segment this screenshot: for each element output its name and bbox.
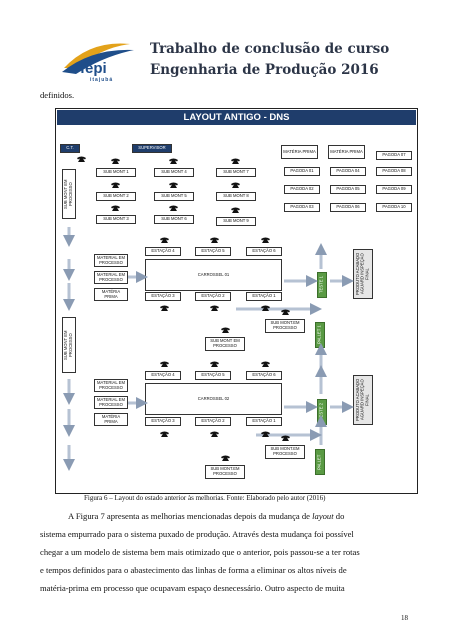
sub-mont-box: SUB MONT 9 — [216, 217, 256, 226]
logo — [60, 38, 138, 84]
body-line-4: e tempos definidos para o abastecimento das linhas de forma a eliminar os altos níveis de — [40, 565, 347, 575]
body-text: do — [335, 511, 345, 521]
estacao-box: ESTAÇÃO 2 — [195, 292, 231, 301]
pagoda-box: PAGODA 01 — [284, 167, 320, 176]
pagoda-box: PAGODA 05 — [330, 185, 366, 194]
telephone-icon — [231, 207, 240, 213]
telephone-icon — [281, 309, 290, 315]
telephone-icon — [261, 237, 270, 243]
sub-mont-box: SUB MONT 4 — [154, 168, 194, 177]
materia-prima-box: MATÉRIA PRIMA — [281, 145, 318, 159]
teste-2-box: TESTE 2 — [317, 399, 327, 425]
estacao-box: ESTAÇÃO 5 — [195, 371, 231, 380]
material-em-processo-box: MATERIAL EM PROCESSO — [94, 271, 128, 284]
sub-mont-box: SUB MONT 3 — [96, 215, 136, 224]
material-em-processo-box: MATERIAL EM PROCESSO — [94, 254, 128, 267]
telephone-icon — [221, 455, 230, 461]
telephone-icon — [261, 361, 270, 367]
body-line-1 — [40, 507, 412, 525]
body-text-emphasis: layout — [312, 511, 334, 521]
sub-mont-box: SUB MONT 8 — [216, 192, 256, 201]
telephone-icon — [160, 305, 169, 311]
sub-mont-em-processo-box: SUB MONT.EM PROCESSO — [265, 445, 305, 459]
telephone-icon — [77, 156, 86, 162]
sub-mont-em-processo-box: SUB MONT.EM PROCESSO — [205, 465, 245, 479]
sub-mont-em-processo-box: SUB MONT.EM PROCESSO — [265, 319, 305, 333]
body-line-2: sistema empurrado para o sistema puxado de produção. Através desta mudança foi possível — [40, 529, 354, 539]
telephone-icon — [169, 158, 178, 164]
pagoda-box: PAGODA 09 — [376, 185, 412, 194]
figure-caption: Figura 6 – Layout do estado anterior às melhorias. Fonte: Elaborado pelo autor (2016) — [84, 494, 326, 502]
sub-mont-box: SUB MONT 1 — [96, 168, 136, 177]
telephone-icon — [261, 305, 270, 311]
telephone-icon — [160, 361, 169, 367]
sub-mont-box: SUB MONT 2 — [96, 192, 136, 201]
telephone-icon — [231, 182, 240, 188]
estacao-box: ESTAÇÃO 1 — [246, 292, 282, 301]
sub-mont-em-processo-vertical: SUB MONT EM PROCESSO — [62, 317, 76, 373]
sub-mont-em-processo-vertical: SUB MONT EM PROCESSO — [62, 169, 76, 219]
pagoda-box: PAGODA 08 — [376, 167, 412, 176]
estacao-box: ESTAÇÃO 6 — [246, 371, 282, 380]
lead-text: definidos. — [40, 90, 75, 100]
telephone-icon — [210, 305, 219, 311]
pallet-1-box: PALLET 1 — [315, 322, 325, 348]
estacao-box: ESTAÇÃO 5 — [195, 247, 231, 256]
telephone-icon — [111, 182, 120, 188]
produto-acabado-box: PRODUTO ACABADO AGUARD INSPEÇÃO FINAL — [353, 249, 373, 299]
estacao-box: ESTAÇÃO 2 — [195, 417, 231, 426]
materia-prima-box: MATÉRIA PRIMA — [328, 145, 365, 159]
material-em-processo-box: MATERIAL EM PROCESSO — [94, 379, 128, 392]
ct-box: C.T. — [60, 144, 80, 153]
body-text: A Figura 7 apresenta as melhorias mencionadas depois da mudança de — [68, 511, 310, 521]
layout-diagram — [55, 108, 418, 494]
telephone-icon — [111, 205, 120, 211]
estacao-box: ESTAÇÃO 3 — [145, 292, 181, 301]
sub-mont-box: SUB MONT 7 — [216, 168, 256, 177]
pagoda-box: PAGODA 03 — [284, 203, 320, 212]
supervisor-box: SUPERVISOR — [132, 144, 172, 153]
telephone-icon — [111, 158, 120, 164]
header-title-line2: Engenharia de Produção 2016 — [150, 62, 379, 78]
telephone-icon — [210, 361, 219, 367]
estacao-box: ESTAÇÃO 4 — [145, 247, 181, 256]
pagoda-box: PAGODA 06 — [330, 203, 366, 212]
pallet-2-box: PALLET — [315, 449, 325, 475]
header-title-line1: Trabalho de conclusão de curso — [150, 41, 390, 57]
logo-subtitle: itajubá — [90, 77, 114, 83]
telephone-icon — [281, 435, 290, 441]
estacao-box: ESTAÇÃO 3 — [145, 417, 181, 426]
telephone-icon — [210, 431, 219, 437]
teste-1-box: TESTE 1 — [317, 272, 327, 298]
telephone-icon — [160, 237, 169, 243]
logo-name: fepi — [80, 60, 107, 77]
estacao-box: ESTAÇÃO 1 — [246, 417, 282, 426]
telephone-icon — [160, 431, 169, 437]
telephone-icon — [210, 237, 219, 243]
body-line-3: chegar a um modelo de sistema bem mais otimizado que o anterior, pois passou-se a ter rotas — [40, 547, 360, 557]
diagram-title: LAYOUT ANTIGO - DNS — [57, 110, 416, 125]
carrossel-01-box: CARROSSEL 01 — [145, 259, 282, 291]
estacao-box: ESTAÇÃO 4 — [145, 371, 181, 380]
materia-prima-box: MATÉRIA PRIMA — [94, 288, 128, 301]
telephone-icon — [169, 182, 178, 188]
telephone-icon — [231, 158, 240, 164]
material-em-processo-box: MATERIAL EM PROCESSO — [94, 396, 128, 409]
produto-acabado-box: PRODUTO ACABADO AGUARD INSPEÇÃO FINAL — [353, 375, 373, 425]
pagoda-box: PAGODA 02 — [284, 185, 320, 194]
materia-prima-box: MATÉRIA PRIMA — [94, 413, 128, 426]
pagoda-box: PAGODA 10 — [376, 203, 412, 212]
page-number: 18 — [401, 614, 408, 622]
pagoda-box: PAGODA 07 — [376, 151, 412, 160]
telephone-icon — [169, 205, 178, 211]
carrossel-02-box: CARROSSEL 02 — [145, 383, 282, 415]
body-line-5: matéria-prima em processo que ocupavam espaço desnecessário. Outro aspecto de muita — [40, 583, 345, 593]
sub-mont-box: SUB MONT 5 — [154, 192, 194, 201]
sub-mont-em-processo-box: SUB MONT EM PROCESSO — [205, 337, 245, 351]
pagoda-box: PAGODA 04 — [330, 167, 366, 176]
flow-arrows — [56, 109, 417, 493]
estacao-box: ESTAÇÃO 6 — [246, 247, 282, 256]
telephone-icon — [261, 431, 270, 437]
sub-mont-box: SUB MONT 6 — [154, 215, 194, 224]
telephone-icon — [221, 327, 230, 333]
